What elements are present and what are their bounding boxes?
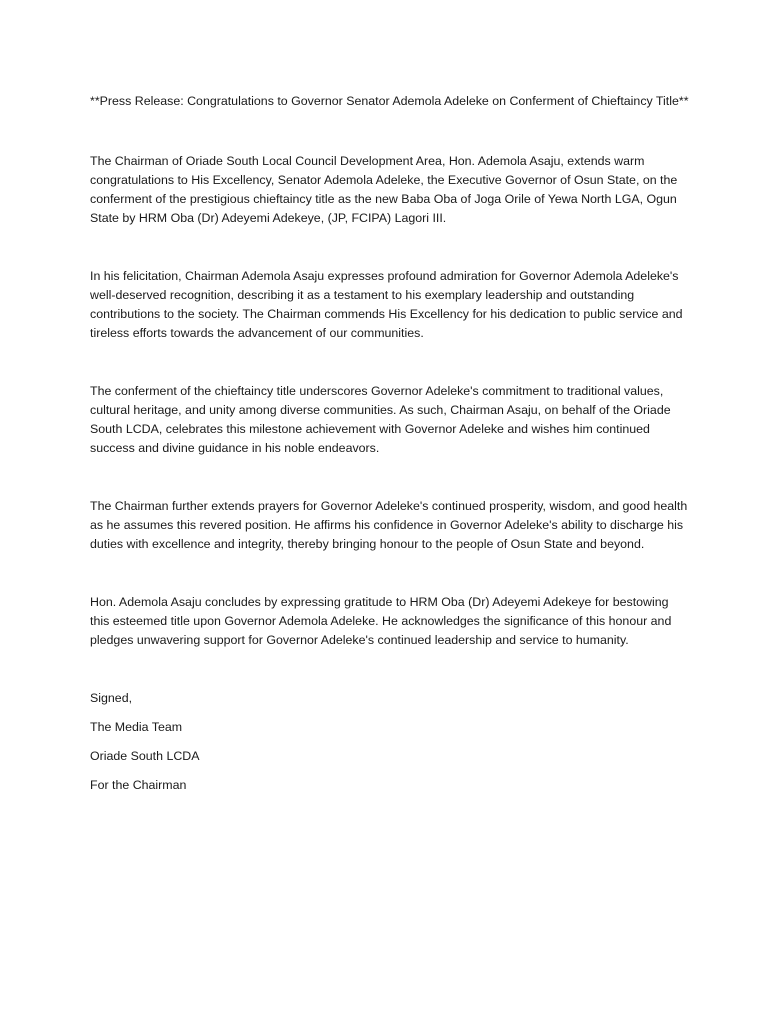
document-body	[90, 92, 690, 805]
paragraph-1: The Chairman of Oriade South Local Council Development Area, Hon. Ademola Asaju, extends warm congratulations to His Excellency, Senator Ademola Adeleke, the Executive Governor of Osun State, on the conferment of the prestigious chieftaincy title as the new Baba Oba of Joga Orile of Yewa North LGA, Ogun State by HRM Oba (Dr) Adeyemi Adekeye, (JP, FCIPA) Lagori III.	[90, 154, 678, 225]
signature-block	[90, 689, 690, 795]
signature-organization: Oriade South LCDA	[90, 749, 200, 763]
paragraph-5: Hon. Ademola Asaju concludes by expressing gratitude to HRM Oba (Dr) Adeyemi Adekeye for bestowing this esteemed title upon Governor Ademola Adeleke. He acknowledges the significance of this honour and pledges unwavering support for Governor Adeleke's continued leadership and service to humanity.	[90, 595, 672, 647]
paragraph-2: In his felicitation, Chairman Ademola Asaju expresses profound admiration for Governor Ademola Adeleke's well-deserved recognition, describing it as a testament to his exemplary leadership and outstanding contributions to the society. The Chairman commends His Excellency for his dedication to public service and tireless efforts towards the advancement of our communities.	[90, 269, 683, 340]
signature-on-behalf: For the Chairman	[90, 778, 187, 792]
signature-signed: Signed,	[90, 691, 133, 705]
signature-team: The Media Team	[90, 720, 183, 734]
paragraph-4: The Chairman further extends prayers for Governor Adeleke's continued prosperity, wisdom, and good health as he assumes this revered position. He affirms his confidence in Governor Adeleke's ability to discharge his duties with excellence and integrity, thereby bringing honour to the people of Osun State and beyond.	[90, 499, 688, 551]
paragraph-3: The conferment of the chieftaincy title underscores Governor Adeleke's commitment to traditional values, cultural heritage, and unity among diverse communities. As such, Chairman Asaju, on behalf of the Oriade South LCDA, celebrates this milestone achievement with Governor Adeleke and wishes him continued success and divine guidance in his noble endeavors.	[90, 384, 671, 455]
press-release-title: **Press Release: Congratulations to Governor Senator Ademola Adeleke on Conferment of Chieftaincy Title**	[90, 94, 689, 108]
